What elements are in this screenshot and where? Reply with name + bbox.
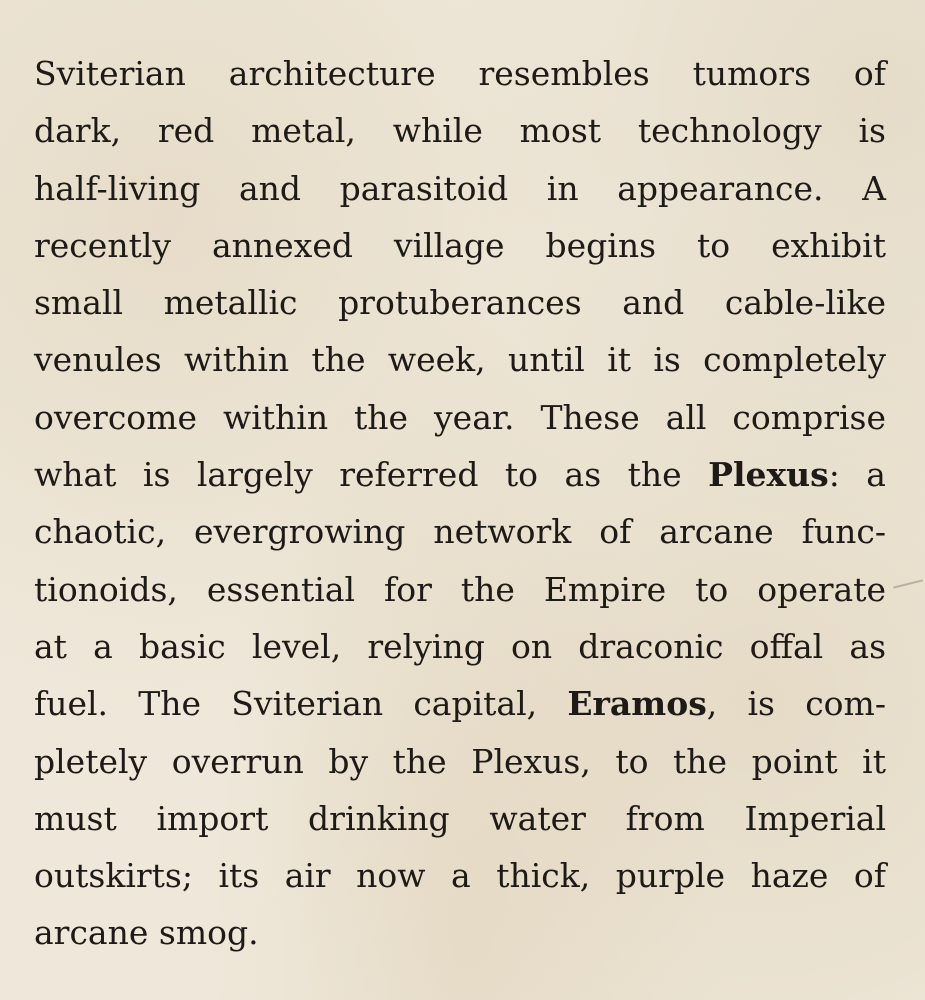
paragraph-line [34,160,886,217]
line-text: outskirts; its air now a thick, purple haze of [34,856,886,896]
line-text: venules within the week, until it is completely [34,340,886,380]
paragraph-line [34,389,886,446]
paragraph-line [34,446,886,503]
line-text: half-living and parasitoid in appearance. A [34,168,886,208]
line-text: : a [828,455,886,495]
paragraph-line [34,45,886,102]
line-text: chaotic, evergrowing network of arcane func- [34,512,886,552]
line-text: must import drinking water from Imperial [34,798,886,838]
paragraph-line [34,790,886,847]
line-text: , is com- [706,684,886,724]
line-text: at a basic level, relying on draconic offal as [34,626,886,666]
paragraph-line [34,331,886,388]
line-text: Sviterian architecture resembles tumors of [34,54,886,93]
lore-paragraph [34,45,886,962]
paragraph-line [34,618,886,675]
line-text: fuel. The Sviterian capital, [34,684,568,724]
line-text: dark, red metal, while most technology is [34,111,886,151]
paragraph-line [34,274,886,331]
line-text: arcane smog. [34,913,259,953]
paragraph-line [34,561,886,618]
eramos-term: Eramos [567,684,707,724]
paragraph-line [34,675,886,732]
paragraph-line [34,217,886,274]
paragraph-line [34,733,886,790]
line-text: tionoids, essential for the Empire to operate [34,569,886,609]
paragraph-line [34,102,886,159]
line-text: small metallic protuberances and cable-like [34,283,886,323]
line-text: pletely overrun by the Plexus, to the point it [34,741,886,781]
paragraph-line [34,503,886,560]
line-text: what is largely referred to as the [34,455,709,495]
paragraph-line [34,904,886,961]
line-text: recently annexed village begins to exhibit [34,225,886,265]
line-text: overcome within the year. These all comprise [34,397,886,437]
plexus-term: Plexus [708,455,829,495]
paragraph-line [34,847,886,904]
